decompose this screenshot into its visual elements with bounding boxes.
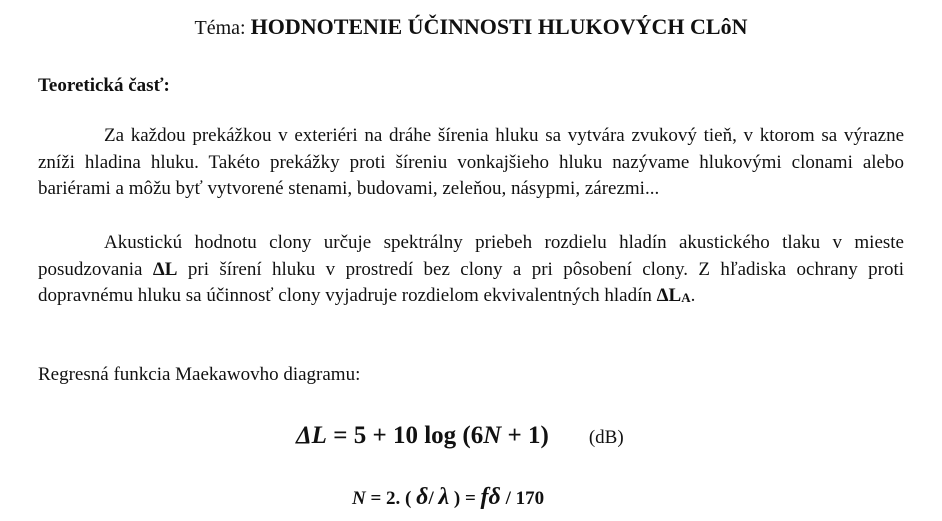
delta-l-symbol: ΔL	[152, 258, 178, 280]
eq2-part-a: = 2. (	[365, 488, 417, 509]
eq2-slash: /	[428, 488, 439, 509]
equation-n	[352, 484, 544, 511]
paragraph-2	[38, 230, 904, 312]
equation-delta-l	[296, 422, 624, 450]
section-heading: Teoretická časť:	[38, 75, 170, 96]
paragraph-2-end: .	[690, 285, 696, 307]
delta-la-subscript: A	[681, 290, 691, 306]
eq2-lambda: λ	[438, 484, 450, 510]
paragraph-2-part2: pri šírení hluku v prostredí bez clony a pri pôsobení clony. Z hľadiska ochrany proti dopravnému hluku sa účinnosť clony vyjadruje rozdielom ekvivalentných hladín	[38, 258, 905, 307]
eq2-lhs: N	[352, 488, 366, 509]
eq1-lhs: ΔL	[296, 422, 327, 449]
eq1-var: N	[483, 422, 502, 449]
eq2-part-b: ) =	[449, 488, 481, 509]
delta-la-symbol	[657, 285, 691, 306]
eq1-rhs-a: = 5 + 10 log (6	[326, 422, 484, 449]
page-title	[0, 14, 942, 40]
title-prefix: Téma:	[194, 17, 246, 39]
eq1-rhs-b: + 1)	[501, 422, 549, 449]
paragraph-1: Za každou prekážkou v exteriéri na dráhe šírenia hluku sa vytvára zvukový tieň, v ktorom sa výrazne zníži hladina hluku. Takéto prekážky proti šíreniu vonkajšieho hluku nazývame hlukovými clonami alebo bariérami a môžu byť vytvorené stenami, budovami, zeleňou, násypmi, zárezmi...	[38, 125, 904, 200]
eq2-delta-2: δ	[488, 484, 501, 510]
eq2-f: f	[480, 484, 489, 510]
eq2-delta-1: δ	[416, 484, 429, 510]
regression-label: Regresná funkcia Maekawovho diagramu:	[38, 364, 361, 385]
eq2-part-c: / 170	[500, 488, 545, 509]
title-main: HODNOTENIE ÚČINNOSTI HLUKOVÝCH CLôN	[250, 14, 748, 39]
delta-la-base: ΔL	[656, 285, 682, 307]
paragraph-2-part1: Akustickú hodnotu clony určuje spektrálny priebeh rozdielu hladín akustického tlaku v mieste posudzovania	[38, 232, 904, 280]
eq1-unit: (dB)	[588, 427, 624, 448]
